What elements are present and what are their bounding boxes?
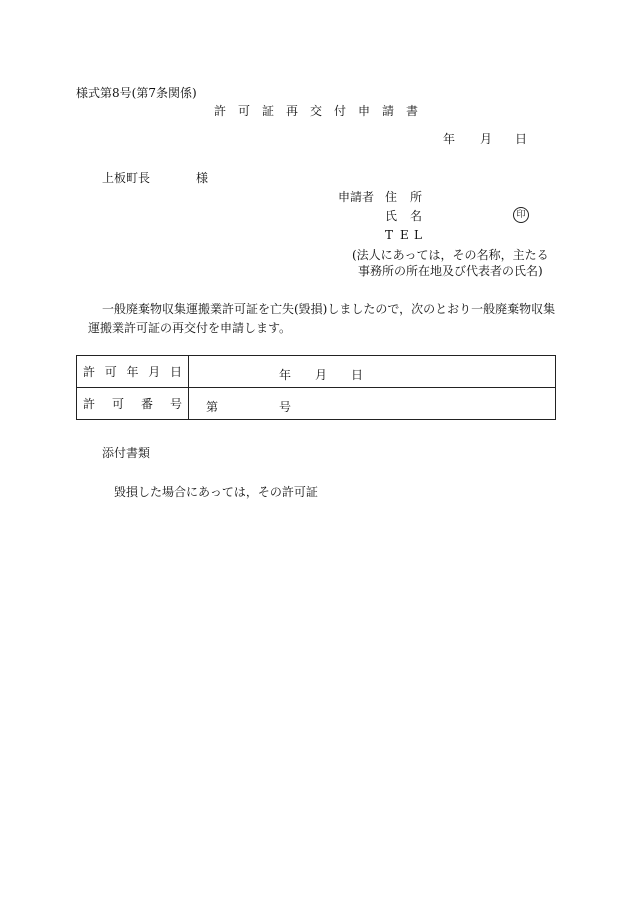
label-char: 許	[83, 397, 96, 411]
title-char: 証	[262, 104, 275, 118]
permit-date-month: 月	[315, 368, 328, 382]
title-char: 再	[286, 104, 299, 118]
label-char: 許	[83, 365, 96, 379]
tel-label-char: E	[400, 228, 409, 242]
title-char: 可	[238, 104, 251, 118]
form-number-label: 様式第8号(第7条関係)	[76, 86, 197, 100]
applicant-note-line2: 事務所の所在地及び代表者の氏名)	[358, 264, 543, 278]
permit-date-value-cell[interactable]	[189, 356, 556, 388]
body-line-1: 一般廃棄物収集運搬業許可証を亡失(毀損)しましたので，次のとおり一般廃棄物収集	[102, 302, 556, 316]
seal-mark-icon: 印	[513, 207, 529, 223]
permit-number-label-cell	[77, 388, 189, 420]
applicant-note-line1: (法人にあっては，その名称，主たる	[352, 248, 549, 262]
label-char: 番	[140, 397, 153, 411]
addressee-name: 上板町長	[102, 171, 151, 185]
address-label-char: 所	[410, 190, 423, 204]
permit-date-label-cell	[77, 356, 189, 388]
permit-number-prefix: 第	[206, 400, 219, 414]
attachments-heading: 添付書類	[102, 446, 151, 460]
permit-date-day: 日	[351, 368, 364, 382]
date-month-label: 月	[480, 132, 493, 146]
label-char: 年	[126, 365, 139, 379]
tel-label-char: L	[414, 228, 422, 242]
label-char: 可	[104, 365, 117, 379]
title-char: 書	[406, 104, 419, 118]
attachments-item: 毀損した場合にあっては，その許可証	[114, 485, 318, 499]
permit-date-year: 年	[279, 368, 292, 382]
body-line-2: 運搬業許可証の再交付を申請します。	[88, 321, 292, 335]
name-label-char: 氏	[385, 209, 398, 223]
table-row	[77, 356, 556, 388]
name-label-char: 名	[410, 209, 423, 223]
title-char: 付	[334, 104, 347, 118]
document-title	[214, 105, 430, 117]
label-char: 日	[169, 365, 182, 379]
permit-number-value-cell[interactable]	[189, 388, 556, 420]
title-char: 申	[358, 104, 371, 118]
title-char: 交	[310, 104, 323, 118]
addressee-honorific: 様	[196, 171, 209, 185]
table-row	[77, 388, 556, 420]
applicant-label: 申請者	[338, 190, 375, 204]
title-char: 許	[214, 104, 227, 118]
label-char: 可	[111, 397, 124, 411]
tel-label-char: T	[385, 228, 394, 242]
date-day-label: 日	[515, 132, 528, 146]
address-label-char: 住	[385, 190, 398, 204]
permit-info-table	[76, 355, 556, 420]
label-char: 月	[148, 365, 161, 379]
date-year-label: 年	[443, 132, 456, 146]
label-char: 号	[169, 397, 182, 411]
title-char: 請	[382, 104, 395, 118]
permit-number-suffix: 号	[279, 400, 292, 414]
